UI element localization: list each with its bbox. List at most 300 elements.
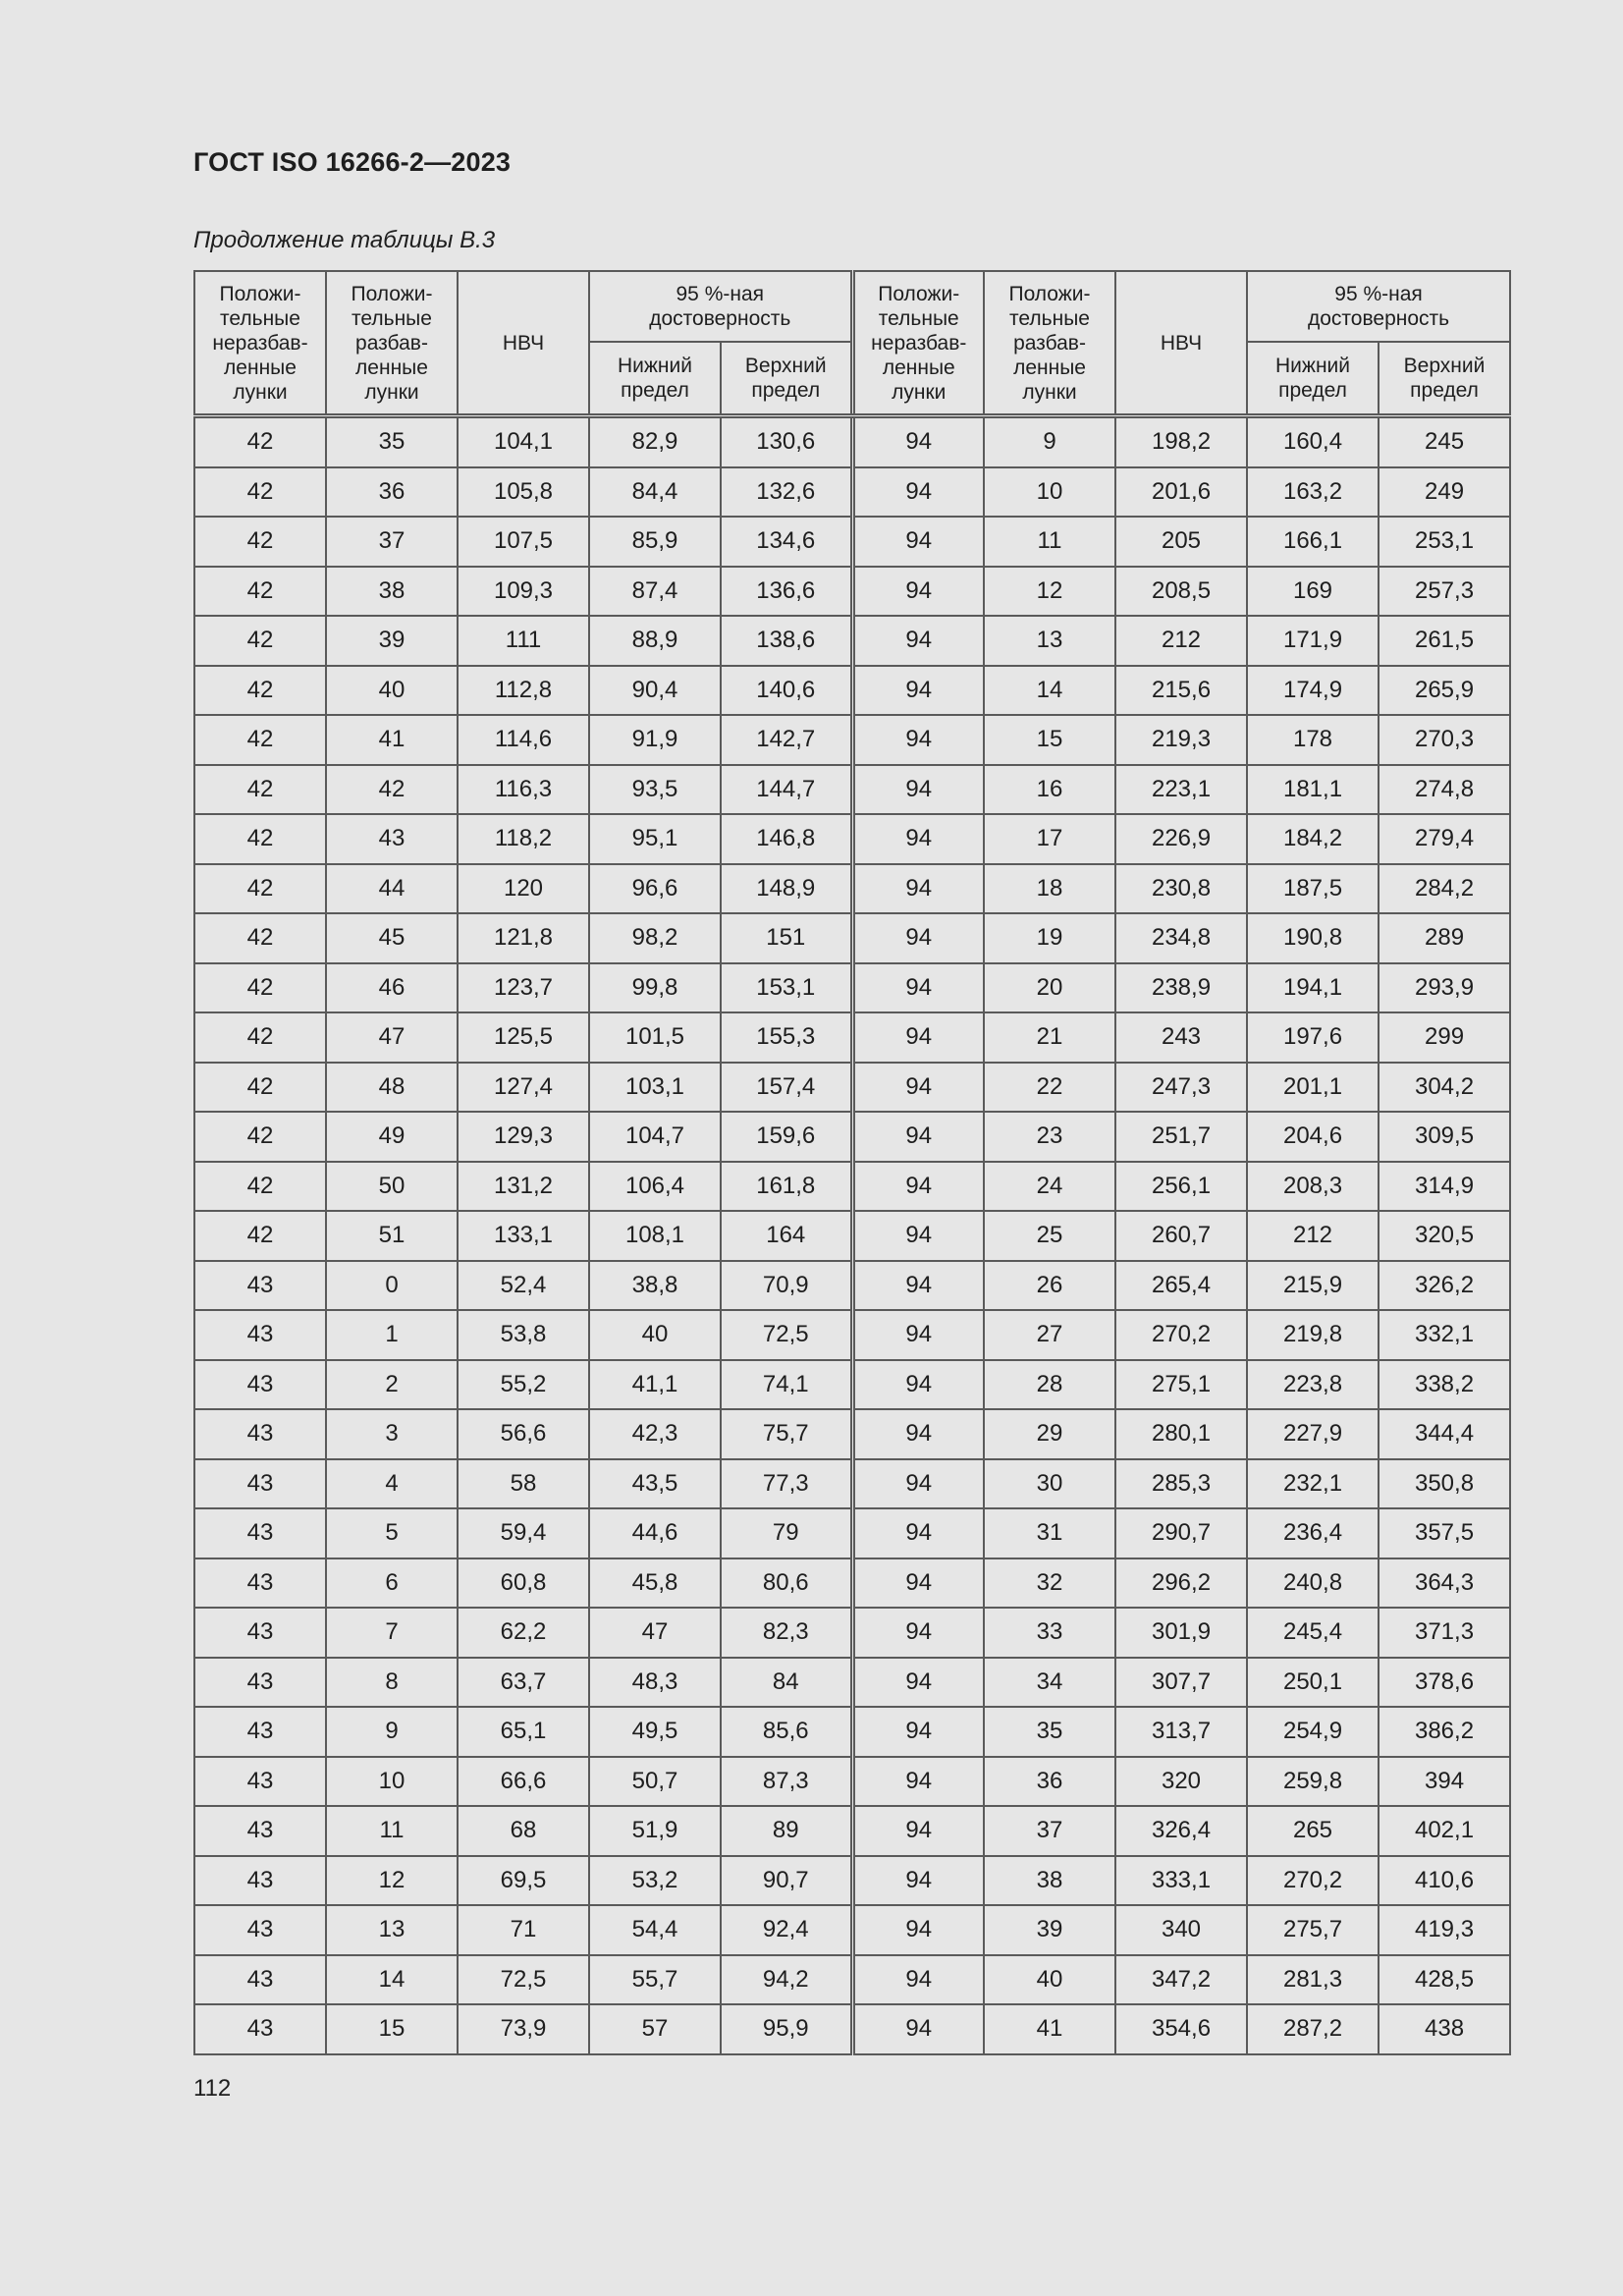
table-row [194,517,1510,567]
table-cell: 36 [984,1757,1115,1807]
table-cell: 0 [326,1261,458,1311]
table-cell: 10 [326,1757,458,1807]
table-row [194,1508,1510,1558]
table-cell: 125,5 [458,1012,589,1063]
header-label: Положи- тельные разбав- ленные лунки [351,282,433,404]
table-cell: 157,4 [721,1063,852,1113]
table-cell: 94 [852,814,984,864]
table-cell: 309,5 [1379,1112,1510,1162]
table-cell: 428,5 [1379,1955,1510,2005]
table-cell: 72,5 [458,1955,589,2005]
table-cell: 38,8 [589,1261,721,1311]
table-cell: 72,5 [721,1310,852,1360]
table-cell: 296,2 [1115,1558,1247,1609]
table-cell: 285,3 [1115,1459,1247,1509]
table-cell: 11 [984,517,1115,567]
header-label: Положи- тельные разбав- ленные лунки [1008,282,1091,404]
header-lower-limit [589,342,721,416]
table-header [194,271,1510,416]
table-cell: 94 [852,1459,984,1509]
table-row [194,1757,1510,1807]
table-cell: 43 [194,2004,326,2054]
table-cell: 95,1 [589,814,721,864]
table-cell: 326,4 [1115,1806,1247,1856]
header-upper-limit-2 [1379,342,1510,416]
table-cell: 159,6 [721,1112,852,1162]
table-cell: 136,6 [721,567,852,617]
table-cell: 279,4 [1379,814,1510,864]
table-cell: 8 [326,1658,458,1708]
table-cell: 40 [589,1310,721,1360]
table-cell: 56,6 [458,1409,589,1459]
table-cell: 46 [326,963,458,1013]
table-cell: 116,3 [458,765,589,815]
table-cell: 259,8 [1247,1757,1379,1807]
table-row [194,1707,1510,1757]
table-cell: 75,7 [721,1409,852,1459]
table-cell: 197,6 [1247,1012,1379,1063]
table-cell: 301,9 [1115,1608,1247,1658]
table-cell: 42 [194,416,326,467]
table-cell: 43 [194,1310,326,1360]
table-row [194,1558,1510,1609]
table-cell: 48 [326,1063,458,1113]
table-row [194,616,1510,666]
table-cell: 94 [852,1063,984,1113]
table-cell: 93,5 [589,765,721,815]
table-row [194,1459,1510,1509]
table-row [194,814,1510,864]
table-cell: 178 [1247,715,1379,765]
table-cell: 227,9 [1247,1409,1379,1459]
table-cell: 21 [984,1012,1115,1063]
data-table [193,270,1511,2055]
table-row [194,765,1510,815]
table-cell: 43 [194,1409,326,1459]
table-cell: 94 [852,1409,984,1459]
table-cell: 94 [852,567,984,617]
table-cell: 43 [194,1856,326,1906]
table-cell: 96,6 [589,864,721,914]
table-row [194,913,1510,963]
table-cell: 103,1 [589,1063,721,1113]
table-cell: 232,1 [1247,1459,1379,1509]
table-cell: 275,1 [1115,1360,1247,1410]
table-cell: 43 [194,1608,326,1658]
table-cell: 146,8 [721,814,852,864]
table-cell: 344,4 [1379,1409,1510,1459]
table-cell: 133,1 [458,1211,589,1261]
table-cell: 68 [458,1806,589,1856]
table-container [193,270,1510,2055]
table-cell: 94 [852,1012,984,1063]
table-cell: 270,3 [1379,715,1510,765]
header-label: Положи- тельные неразбав- ленные лунки [871,282,967,404]
table-cell: 42 [194,864,326,914]
table-cell: 45 [326,913,458,963]
table-cell: 53,2 [589,1856,721,1906]
table-cell: 184,2 [1247,814,1379,864]
table-cell: 109,3 [458,567,589,617]
table-cell: 320,5 [1379,1211,1510,1261]
table-cell: 94 [852,1211,984,1261]
table-cell: 289 [1379,913,1510,963]
table-cell: 42 [194,666,326,716]
table-row [194,467,1510,518]
table-cell: 108,1 [589,1211,721,1261]
table-cell: 280,1 [1115,1409,1247,1459]
table-cell: 153,1 [721,963,852,1013]
table-cell: 42,3 [589,1409,721,1459]
header-label: НВЧ [1160,331,1203,355]
table-cell: 41 [984,2004,1115,2054]
table-cell: 251,7 [1115,1112,1247,1162]
table-cell: 98,2 [589,913,721,963]
table-cell: 171,9 [1247,616,1379,666]
table-cell: 104,1 [458,416,589,467]
table-cell: 151 [721,913,852,963]
table-cell: 7 [326,1608,458,1658]
table-cell: 332,1 [1379,1310,1510,1360]
table-cell: 44 [326,864,458,914]
table-row [194,1261,1510,1311]
table-cell: 94 [852,1608,984,1658]
table-cell: 54,4 [589,1905,721,1955]
table-cell: 6 [326,1558,458,1609]
table-cell: 42 [194,715,326,765]
document-header: ГОСТ ISO 16266-2—2023 [193,147,512,177]
table-cell: 131,2 [458,1162,589,1212]
table-cell: 234,8 [1115,913,1247,963]
table-cell: 12 [984,567,1115,617]
table-row [194,1658,1510,1708]
table-cell: 41,1 [589,1360,721,1410]
table-cell: 42 [194,1063,326,1113]
header-label: Нижний предел [617,355,692,402]
table-cell: 112,8 [458,666,589,716]
table-cell: 174,9 [1247,666,1379,716]
table-cell: 236,4 [1247,1508,1379,1558]
table-cell: 130,6 [721,416,852,467]
table-cell: 37 [326,517,458,567]
table-row [194,666,1510,716]
table-cell: 265 [1247,1806,1379,1856]
table-cell: 39 [984,1905,1115,1955]
table-cell: 45,8 [589,1558,721,1609]
table-cell: 29 [984,1409,1115,1459]
table-cell: 82,3 [721,1608,852,1658]
table-cell: 402,1 [1379,1806,1510,1856]
table-cell: 160,4 [1247,416,1379,467]
table-cell: 275,7 [1247,1905,1379,1955]
table-cell: 314,9 [1379,1162,1510,1212]
table-cell: 94 [852,416,984,467]
table-cell: 94 [852,715,984,765]
table-cell: 42 [194,765,326,815]
table-cell: 194,1 [1247,963,1379,1013]
table-cell: 58 [458,1459,589,1509]
table-cell: 48,3 [589,1658,721,1708]
table-cell: 166,1 [1247,517,1379,567]
table-cell: 284,2 [1379,864,1510,914]
table-cell: 43 [326,814,458,864]
table-cell: 219,8 [1247,1310,1379,1360]
table-cell: 132,6 [721,467,852,518]
table-cell: 205 [1115,517,1247,567]
table-cell: 70,9 [721,1261,852,1311]
table-cell: 49 [326,1112,458,1162]
table-cell: 187,5 [1247,864,1379,914]
table-cell: 43 [194,1558,326,1609]
table-cell: 208,5 [1115,567,1247,617]
table-cell: 79 [721,1508,852,1558]
table-cell: 287,2 [1247,2004,1379,2054]
table-cell: 155,3 [721,1012,852,1063]
table-cell: 42 [194,616,326,666]
table-row [194,567,1510,617]
header-lower-limit-2 [1247,342,1379,416]
table-cell: 350,8 [1379,1459,1510,1509]
table-cell: 270,2 [1115,1310,1247,1360]
table-cell: 37 [984,1806,1115,1856]
table-cell: 94 [852,1658,984,1708]
table-cell: 94 [852,1955,984,2005]
table-cell: 49,5 [589,1707,721,1757]
table-cell: 38 [326,567,458,617]
table-cell: 47 [589,1608,721,1658]
table-cell: 99,8 [589,963,721,1013]
header-mpn-2 [1115,271,1247,416]
table-cell: 43 [194,1658,326,1708]
table-cell: 198,2 [1115,416,1247,467]
table-cell: 215,9 [1247,1261,1379,1311]
table-cell: 2 [326,1360,458,1410]
table-cell: 299 [1379,1012,1510,1063]
table-cell: 12 [326,1856,458,1906]
table-cell: 129,3 [458,1112,589,1162]
table-cell: 257,3 [1379,567,1510,617]
table-cell: 22 [984,1063,1115,1113]
table-cell: 201,1 [1247,1063,1379,1113]
table-cell: 307,7 [1115,1658,1247,1708]
table-cell: 94 [852,1856,984,1906]
table-cell: 338,2 [1379,1360,1510,1410]
table-cell: 107,5 [458,517,589,567]
table-cell: 88,9 [589,616,721,666]
table-cell: 114,6 [458,715,589,765]
table-cell: 43 [194,1459,326,1509]
table-cell: 320 [1115,1757,1247,1807]
table-cell: 144,7 [721,765,852,815]
table-cell: 42 [194,814,326,864]
table-cell: 73,9 [458,2004,589,2054]
table-cell: 43 [194,1905,326,1955]
table-cell: 90,4 [589,666,721,716]
table-cell: 105,8 [458,467,589,518]
table-cell: 1 [326,1310,458,1360]
header-confidence [589,271,852,342]
table-cell: 274,8 [1379,765,1510,815]
table-cell: 250,1 [1247,1658,1379,1708]
table-row [194,1063,1510,1113]
table-cell: 23 [984,1112,1115,1162]
table-cell: 87,3 [721,1757,852,1807]
table-cell: 26 [984,1261,1115,1311]
table-cell: 65,1 [458,1707,589,1757]
table-cell: 80,6 [721,1558,852,1609]
table-cell: 51 [326,1211,458,1261]
table-cell: 94 [852,963,984,1013]
table-cell: 35 [984,1707,1115,1757]
table-cell: 3 [326,1409,458,1459]
table-row [194,1905,1510,1955]
table-cell: 253,1 [1379,517,1510,567]
table-cell: 94 [852,864,984,914]
table-cell: 84 [721,1658,852,1708]
table-cell: 94 [852,913,984,963]
table-cell: 94 [852,517,984,567]
table-cell: 16 [984,765,1115,815]
table-cell: 60,8 [458,1558,589,1609]
table-cell: 161,8 [721,1162,852,1212]
table-cell: 47 [326,1012,458,1063]
header-confidence-2 [1247,271,1510,342]
table-cell: 94 [852,1360,984,1410]
table-cell: 15 [984,715,1115,765]
table-cell: 92,4 [721,1905,852,1955]
table-cell: 40 [326,666,458,716]
table-cell: 260,7 [1115,1211,1247,1261]
table-cell: 14 [984,666,1115,716]
table-cell: 120 [458,864,589,914]
table-cell: 111 [458,616,589,666]
table-cell: 91,9 [589,715,721,765]
table-cell: 77,3 [721,1459,852,1509]
header-label: Положи- тельные неразбав- ленные лунки [212,282,308,404]
table-cell: 19 [984,913,1115,963]
table-cell: 94 [852,1310,984,1360]
table-cell: 94 [852,1905,984,1955]
table-cell: 85,6 [721,1707,852,1757]
page-number: 112 [193,2075,232,2102]
table-cell: 123,7 [458,963,589,1013]
table-row [194,1211,1510,1261]
table-row [194,1310,1510,1360]
table-cell: 364,3 [1379,1558,1510,1609]
table-caption: Продолжение таблицы В.3 [193,227,496,253]
table-cell: 140,6 [721,666,852,716]
table-cell: 238,9 [1115,963,1247,1013]
table-cell: 25 [984,1211,1115,1261]
table-cell: 42 [194,567,326,617]
table-cell: 243 [1115,1012,1247,1063]
table-cell: 378,6 [1379,1658,1510,1708]
table-cell: 35 [326,416,458,467]
table-cell: 43,5 [589,1459,721,1509]
table-cell: 215,6 [1115,666,1247,716]
table-cell: 32 [984,1558,1115,1609]
header-label: 95 %-ная достоверность [649,283,791,330]
table-cell: 438 [1379,2004,1510,2054]
table-cell: 66,6 [458,1757,589,1807]
table-cell: 33 [984,1608,1115,1658]
header-positive-undiluted [194,271,326,416]
table-row [194,864,1510,914]
table-cell: 71 [458,1905,589,1955]
table-cell: 30 [984,1459,1115,1509]
table-cell: 354,6 [1115,2004,1247,2054]
table-cell: 94 [852,666,984,716]
table-cell: 181,1 [1247,765,1379,815]
table-cell: 42 [194,913,326,963]
table-cell: 371,3 [1379,1608,1510,1658]
table-cell: 94 [852,1757,984,1807]
table-cell: 138,6 [721,616,852,666]
table-cell: 164 [721,1211,852,1261]
header-mpn [458,271,589,416]
table-cell: 15 [326,2004,458,2054]
table-cell: 121,8 [458,913,589,963]
table-row [194,715,1510,765]
table-row [194,1608,1510,1658]
table-cell: 240,8 [1247,1558,1379,1609]
table-cell: 148,9 [721,864,852,914]
table-cell: 4 [326,1459,458,1509]
table-cell: 265,9 [1379,666,1510,716]
table-cell: 127,4 [458,1063,589,1113]
table-cell: 245,4 [1247,1608,1379,1658]
table-cell: 101,5 [589,1012,721,1063]
table-cell: 42 [326,765,458,815]
table-cell: 14 [326,1955,458,2005]
table-cell: 169 [1247,567,1379,617]
table-cell: 13 [326,1905,458,1955]
table-cell: 89 [721,1806,852,1856]
table-cell: 69,5 [458,1856,589,1906]
table-cell: 42 [194,1211,326,1261]
table-cell: 43 [194,1955,326,2005]
table-cell: 201,6 [1115,467,1247,518]
table-cell: 55,2 [458,1360,589,1410]
header-upper-limit [721,342,852,416]
table-row [194,1955,1510,2005]
header-label: Нижний предел [1275,355,1351,402]
table-cell: 84,4 [589,467,721,518]
table-cell: 212 [1247,1211,1379,1261]
table-cell: 41 [326,715,458,765]
table-cell: 94 [852,1806,984,1856]
table-body [194,416,1510,2054]
table-cell: 43 [194,1757,326,1807]
table-cell: 36 [326,467,458,518]
table-cell: 340 [1115,1905,1247,1955]
header-positive-diluted [326,271,458,416]
table-cell: 94 [852,1261,984,1311]
table-cell: 11 [326,1806,458,1856]
table-cell: 247,3 [1115,1063,1247,1113]
table-cell: 313,7 [1115,1707,1247,1757]
table-cell: 43 [194,1806,326,1856]
table-cell: 394 [1379,1757,1510,1807]
header-label: Верхний предел [1403,355,1486,402]
table-cell: 50 [326,1162,458,1212]
table-cell: 28 [984,1360,1115,1410]
table-cell: 39 [326,616,458,666]
table-cell: 333,1 [1115,1856,1247,1906]
table-cell: 230,8 [1115,864,1247,914]
table-cell: 410,6 [1379,1856,1510,1906]
header-label: НВЧ [502,331,545,355]
